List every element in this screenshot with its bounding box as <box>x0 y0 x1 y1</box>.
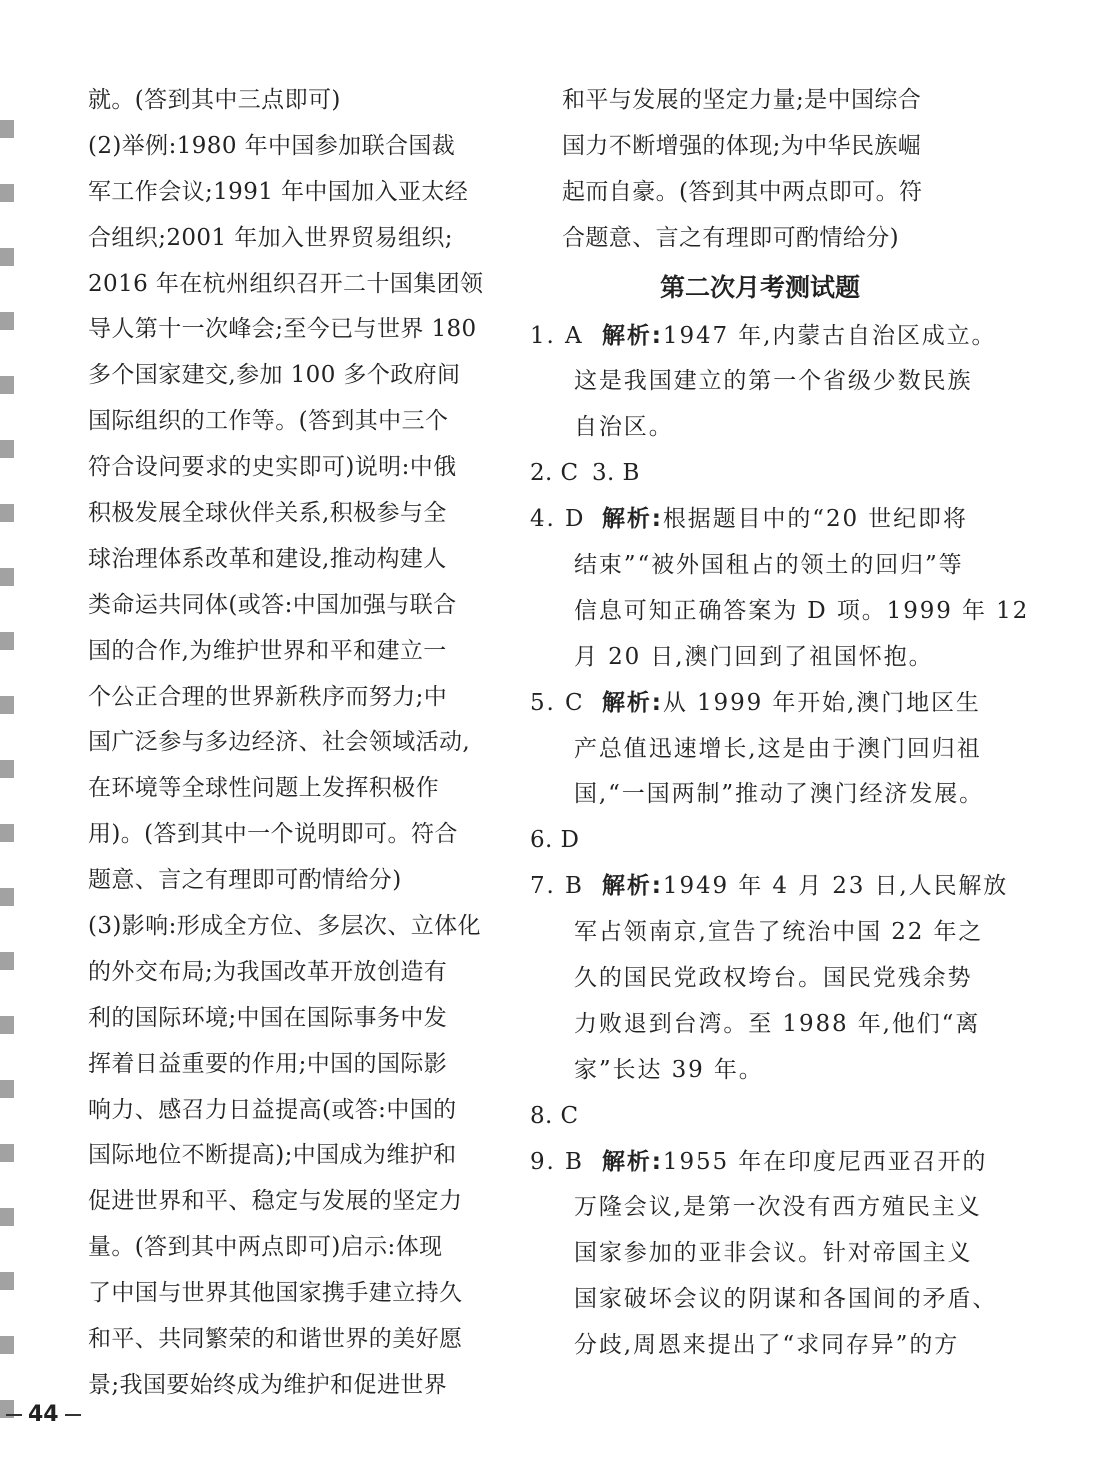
answer-q4 <box>530 497 980 543</box>
answer-number: 3. B <box>592 460 640 487</box>
text-line: 题意、言之有理即可酌情给分) <box>88 867 402 894</box>
text-line: 国的合作,为维护世界和平和建立一 <box>88 637 447 664</box>
text-line: 就。(答到其中三点即可) <box>88 87 341 113</box>
text-line: 军工作会议;1991 年中国加入亚太经 <box>88 178 469 205</box>
answer-number: 9. B <box>530 1148 584 1175</box>
left-column <box>88 78 492 1409</box>
answer-number: 8. C <box>530 1102 579 1129</box>
answer-q8 <box>530 1094 980 1140</box>
text-line: 家”长达 39 年。 <box>574 1056 764 1083</box>
footer-dash <box>6 1414 22 1416</box>
text-line: 导人第十一次峰会;至今已与世界 180 <box>88 316 477 343</box>
text-line: 力败退到台湾。至 1988 年,他们“离 <box>574 1010 981 1037</box>
text-line: 国广泛参与多边经济、社会领域活动, <box>88 729 471 756</box>
answer-q9 <box>530 1140 988 1186</box>
answer-number: 7. B <box>530 873 584 900</box>
text-line: 积极发展全球伙伴关系,积极参与全 <box>88 500 447 527</box>
text-line: 景;我国要始终成为维护和促进世界 <box>88 1371 448 1398</box>
text-line: (3)影响:形成全方位、多层次、立体化 <box>88 913 481 940</box>
answer-number: 2. C <box>530 460 579 487</box>
text-line: 合组织;2001 年加入世界贸易组织; <box>88 224 453 251</box>
text-line: 久的国民党政权垮台。国民党残余势 <box>574 965 973 992</box>
answer-q5 <box>530 681 980 727</box>
text-line: 军占领南京,宣告了统治中国 22 年之 <box>574 919 984 946</box>
text-line: 国,“一国两制”推动了澳门经济发展。 <box>574 781 985 808</box>
right-column <box>530 78 1030 1369</box>
answer-text: 根据题目中的“20 世纪即将 <box>662 506 968 533</box>
analysis-label: 解析: <box>602 322 663 349</box>
text-line: 万隆会议,是第一次没有西方殖民主义 <box>574 1194 982 1221</box>
text-line: 促进世界和平、稳定与发展的坚定力 <box>88 1188 463 1215</box>
text-line: 的外交布局;为我国改革开放创造有 <box>88 958 448 985</box>
text-line: 月 20 日,澳门回到了祖国怀抱。 <box>574 643 934 670</box>
answer-number: 4. D <box>530 506 586 533</box>
analysis-label: 解析: <box>602 689 663 716</box>
text-line: 利的国际环境;中国在国际事务中发 <box>88 1004 448 1031</box>
text-line: 自治区。 <box>574 414 674 441</box>
answer-text: 1947 年,内蒙古自治区成立。 <box>662 322 997 349</box>
answer-q7 <box>530 864 1009 910</box>
analysis-label: 解析: <box>602 873 663 900</box>
binding-edge-bleed <box>0 120 14 1420</box>
text-line: 合题意、言之有理即可酌情给分) <box>562 224 899 251</box>
text-line: 信息可知正确答案为 D 项。1999 年 12 <box>574 597 1030 624</box>
text-line: 分歧,周恩来提出了“求同存异”的方 <box>574 1332 960 1359</box>
section-title: 第二次月考测试题 <box>659 272 860 302</box>
footer-dash <box>65 1414 81 1416</box>
text-line: 和平与发展的坚定力量;是中国综合 <box>562 87 922 113</box>
text-line: 和平、共同繁荣的和谐世界的美好愿 <box>88 1326 463 1353</box>
analysis-label: 解析: <box>602 1148 663 1175</box>
text-line: 挥着日益重要的作用;中国的国际影 <box>88 1050 448 1077</box>
text-line: 类命运共同体(或答:中国加强与联合 <box>88 591 457 618</box>
text-line: 球治理体系改革和建设,推动构建人 <box>88 545 447 572</box>
text-line: 国力不断增强的体现;为中华民族崛 <box>562 132 922 159</box>
answer-number: 6. D <box>530 827 580 854</box>
text-line: (2)举例:1980 年中国参加联合国裁 <box>88 132 456 159</box>
text-line: 国际地位不断提高);中国成为维护和 <box>88 1142 457 1169</box>
text-line: 符合设问要求的史实即可)说明:中俄 <box>88 454 457 481</box>
answer-q6 <box>530 818 980 864</box>
answer-number: 1. A <box>530 322 584 349</box>
text-line: 在环境等全球性问题上发挥积极作 <box>88 775 439 802</box>
answer-q1 <box>530 314 997 360</box>
page-number: 44 <box>28 1402 59 1427</box>
answer-q2-q3 <box>530 451 980 497</box>
text-line: 量。(答到其中两点即可)启示:体现 <box>88 1234 443 1261</box>
text-line: 用)。(答到其中一个说明即可。符合 <box>88 821 458 848</box>
page-footer <box>0 1402 87 1427</box>
analysis-label: 解析: <box>602 506 663 533</box>
answer-text: 1949 年 4 月 23 日,人民解放 <box>662 873 1009 900</box>
text-line: 响力、感召力日益提高(或答:中国的 <box>88 1096 457 1123</box>
text-line: 了中国与世界其他国家携手建立持久 <box>88 1280 463 1307</box>
text-line: 多个国家建交,参加 100 多个政府间 <box>88 362 461 389</box>
text-line: 2016 年在杭州组织召开二十国集团领 <box>88 270 484 297</box>
answer-number: 5. C <box>530 689 585 716</box>
text-line: 国家破坏会议的阴谋和各国间的矛盾、 <box>574 1286 998 1313</box>
text-line: 个公正合理的世界新秩序而努力;中 <box>88 683 448 710</box>
answer-text: 从 1999 年开始,澳门地区生 <box>662 689 981 716</box>
text-line: 结束”“被外国租占的领土的回归”等 <box>574 552 964 579</box>
answer-text: 1955 年在印度尼西亚召开的 <box>662 1148 988 1175</box>
text-line: 产总值迅速增长,这是由于澳门回归祖 <box>574 735 982 762</box>
text-line: 国家参加的亚非会议。针对帝国主义 <box>574 1240 973 1267</box>
text-line: 这是我国建立的第一个省级少数民族 <box>574 368 973 395</box>
text-line: 起而自豪。(答到其中两点即可。符 <box>562 178 923 205</box>
text-line: 国际组织的工作等。(答到其中三个 <box>88 408 449 435</box>
